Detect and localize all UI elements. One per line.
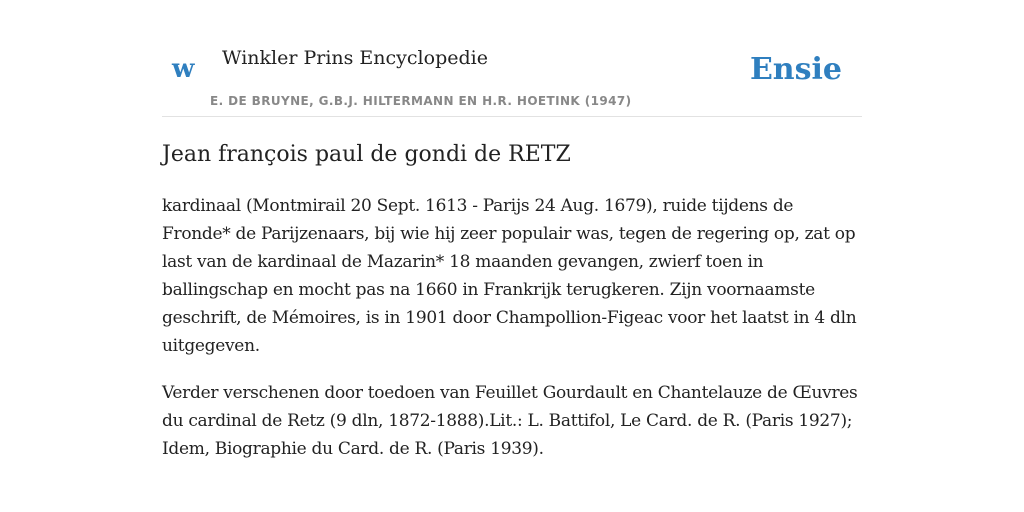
entry-paragraph: Verder verschenen door toedoen van Feuillet Gourdault en Chantelauze de Œuvres du cardinal de Retz (9 dln, 1872-1888).Lit.: L. Battifol, Le Card. de R. (Paris 1927); Idem, Biographie du Card. de R. (Paris 1939). <box>162 383 858 459</box>
entry-title: Jean françois paul de gondi de RETZ <box>162 142 571 167</box>
ensie-logo[interactable]: Ensie <box>749 52 842 87</box>
source-logo[interactable]: w <box>172 54 195 84</box>
entry-paragraph: kardinaal (Montmirail 20 Sept. 1613 - Parijs 24 Aug. 1679), ruide tijdens de Fronde* de Parijzenaars, bij wie hij zeer populair was, tegen de regering op, zat op last van de kardinaal de Mazarin* 18 maanden gevangen, zwierf toen in ballingschap en mocht pas na 1660 in Frankrijk terugkeren. Zijn voornaamste geschrift, de Mémoires, is in 1901 door Champollion-Figeac voor het laatst in 4 dln uitgegeven. <box>162 196 857 356</box>
entry-body <box>162 192 862 482</box>
source-authors: E. DE BRUYNE, G.B.J. HILTERMANN EN H.R. HOETINK (1947) <box>210 94 632 108</box>
page <box>162 0 862 512</box>
source-title[interactable]: Winkler Prins Encyclopedie <box>222 47 488 69</box>
source-header <box>162 0 862 117</box>
